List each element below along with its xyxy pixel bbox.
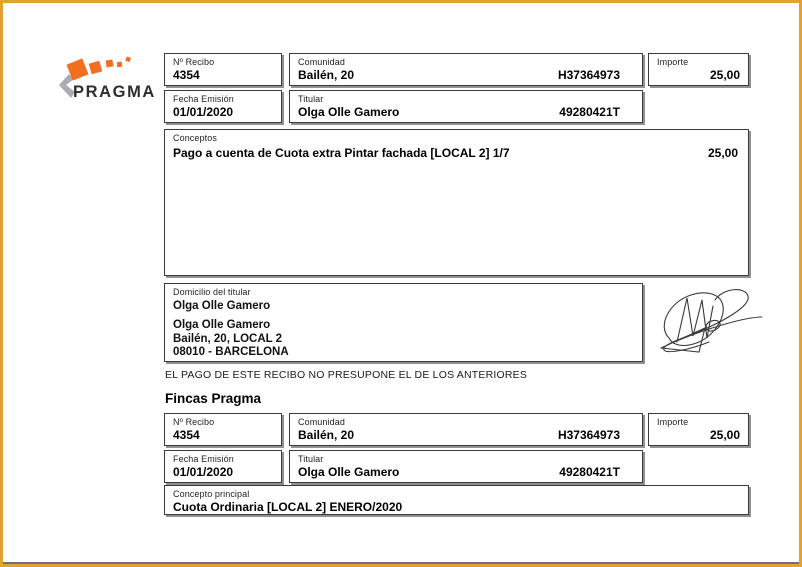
field-label: Concepto principal — [173, 489, 250, 499]
field-value: 25,00 — [709, 68, 740, 82]
comunidad-cif: H37364973 — [557, 428, 620, 442]
domicilio-line: Olga Olle Gamero — [173, 319, 271, 331]
pragma-logo — [56, 55, 166, 103]
domicilio-line: 08010 - BARCELONA — [173, 346, 289, 358]
field-comunidad — [289, 53, 643, 86]
field-value: 01/01/2020 — [173, 465, 234, 479]
page-bottom-edge — [3, 562, 799, 564]
field-num-recibo — [164, 53, 282, 86]
pragma-logo-icon — [56, 55, 166, 103]
field-value: Bailén, 20 — [298, 68, 355, 82]
field-value: Olga Olle Gamero — [298, 465, 400, 479]
field-num-recibo — [164, 413, 282, 446]
field-titular — [289, 450, 643, 483]
field-label: Importe — [657, 417, 689, 427]
logo-orange-squares-icon — [66, 56, 131, 80]
field-label: Importe — [657, 57, 689, 67]
field-value: Bailén, 20 — [298, 428, 355, 442]
domicilio-name: Olga Olle Gamero — [173, 300, 271, 312]
field-value: 4354 — [173, 68, 200, 82]
domicilio-box — [164, 283, 643, 362]
field-label: Domicilio del titular — [173, 287, 251, 297]
field-label: Titular — [298, 454, 324, 464]
section-title: Fincas Pragma — [165, 391, 262, 406]
field-importe — [648, 53, 749, 86]
field-titular — [289, 90, 643, 123]
field-fecha-emision — [164, 90, 282, 123]
field-label: Comunidad — [298, 57, 345, 67]
concepto-line: Pago a cuenta de Cuota extra Pintar fachada [LOCAL 2] 1/7 — [173, 146, 510, 160]
field-value: 25,00 — [709, 428, 740, 442]
field-value: Cuota Ordinaria [LOCAL 2] ENERO/2020 — [173, 500, 403, 514]
field-value: 4354 — [173, 428, 200, 442]
field-label: Nº Recibo — [173, 57, 215, 67]
logo-brand-text: PRAGMA — [73, 83, 156, 101]
field-value: 01/01/2020 — [173, 105, 234, 119]
domicilio-line: Bailén, 20, LOCAL 2 — [173, 332, 283, 345]
signature-icon — [649, 284, 767, 364]
field-label: Fecha Emisión — [173, 94, 234, 104]
field-value: Olga Olle Gamero — [298, 105, 400, 119]
legal-note: EL PAGO DE ESTE RECIBO NO PRESUPONE EL DE LOS ANTERIORES — [165, 369, 528, 381]
concepto-principal-box — [164, 485, 749, 515]
comunidad-cif: H37364973 — [557, 68, 620, 82]
field-label: Titular — [298, 94, 324, 104]
titular-nif: 49280421T — [559, 105, 620, 119]
field-label: Comunidad — [298, 417, 345, 427]
concepto-amount: 25,00 — [707, 146, 738, 160]
signature — [649, 284, 767, 364]
titular-nif: 49280421T — [559, 465, 620, 479]
conceptos-box — [164, 129, 749, 276]
field-label: Conceptos — [173, 133, 217, 143]
field-label: Nº Recibo — [173, 417, 215, 427]
field-importe — [648, 413, 749, 446]
field-comunidad — [289, 413, 643, 446]
field-fecha-emision — [164, 450, 282, 483]
field-label: Fecha Emisión — [173, 454, 234, 464]
